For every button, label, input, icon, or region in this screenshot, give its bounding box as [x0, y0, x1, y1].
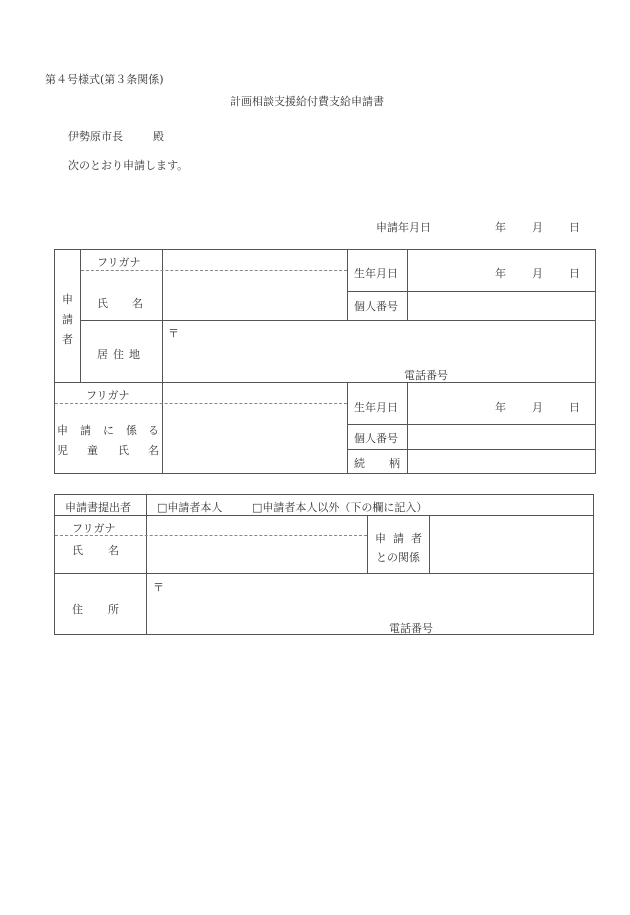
- addressee: 伊勢原市長: [68, 130, 123, 143]
- postal-mark-icon: 〒: [168, 327, 179, 340]
- child-birthdate-label: 生年月日: [354, 401, 398, 414]
- applicant-birth-month: 月: [532, 267, 543, 280]
- child-name-char: 請: [80, 424, 91, 437]
- applicant-personal-number-field[interactable]: [408, 292, 595, 320]
- child-birth-day: 日: [569, 401, 580, 414]
- child-relationship-label-2: 柄: [389, 457, 400, 470]
- submitter-phone-field[interactable]: [437, 615, 593, 634]
- child-furigana-field[interactable]: [163, 383, 347, 403]
- applicant-birth-year: 年: [495, 267, 506, 280]
- relation-label-char-3: 者: [411, 532, 422, 545]
- application-date-label: 申請年月日: [376, 221, 431, 234]
- submitter-furigana-label: フリガナ: [72, 522, 116, 535]
- application-date-year: 年: [495, 221, 506, 234]
- submitter-option-self-checkbox[interactable]: □申請者本人: [157, 501, 223, 514]
- applicant-personal-number-label: 個人番号: [354, 300, 398, 313]
- applicant-phone-field[interactable]: [452, 362, 595, 382]
- submitter-label: 申請書提出者: [65, 501, 131, 514]
- applicant-name-label-1: 氏: [97, 297, 108, 310]
- relation-label-char-2: 請: [393, 532, 404, 545]
- submitter-address-field[interactable]: [147, 574, 593, 614]
- child-name-field[interactable]: [163, 404, 347, 473]
- application-date-month: 月: [532, 221, 543, 234]
- applicant-address-field[interactable]: [163, 321, 595, 361]
- child-personal-number-field[interactable]: [408, 425, 595, 449]
- applicant-birth-day: 日: [569, 267, 580, 280]
- relation-label-char-1: 申: [375, 532, 386, 545]
- child-name-char: る: [148, 424, 159, 437]
- child-name-char: 名: [148, 444, 159, 457]
- submitter-name-label-1: 氏: [72, 544, 83, 557]
- child-birth-month: 月: [532, 401, 543, 414]
- applicant-name-field[interactable]: [163, 271, 347, 320]
- applicant-address-label-3: 地: [129, 348, 140, 361]
- relation-label-line2: との関係: [376, 551, 420, 564]
- applicant-phone-label: 電話番号: [404, 369, 448, 382]
- child-name-char: 童: [87, 444, 98, 457]
- applicant-furigana-label: フリガナ: [97, 256, 141, 269]
- child-name-char: 児: [57, 444, 68, 457]
- submitter-name-label-2: 名: [108, 544, 119, 557]
- intro-text: 次のとおり申請します。: [68, 159, 189, 172]
- applicant-birthdate-label: 生年月日: [354, 267, 398, 280]
- document-title: 計画相談支援給付費支給申請書: [230, 95, 384, 108]
- submitter-option-other-checkbox[interactable]: □申請者本人以外（下の欄に記入）: [252, 501, 428, 514]
- child-furigana-label: フリガナ: [86, 389, 130, 402]
- child-name-char: 氏: [118, 444, 129, 457]
- application-date-day: 日: [569, 221, 580, 234]
- submitter-address-label-2: 所: [108, 603, 119, 616]
- applicant-section-label-2: 請: [62, 313, 73, 326]
- applicant-section-label-3: 者: [62, 333, 73, 346]
- child-relationship-label-1: 続: [354, 457, 365, 470]
- child-relationship-field[interactable]: [408, 450, 595, 473]
- postal-mark-icon: 〒: [153, 581, 164, 594]
- form-number: 第４号様式(第３条関係): [45, 73, 164, 86]
- applicant-section-label-1: 申: [62, 293, 73, 306]
- applicant-furigana-field[interactable]: [163, 250, 347, 270]
- applicant-address-label-2: 住: [113, 348, 124, 361]
- submitter-relation-field[interactable]: [430, 516, 593, 573]
- submitter-address-label-1: 住: [72, 603, 83, 616]
- child-name-char: 申: [57, 424, 68, 437]
- child-name-char: 係: [126, 424, 137, 437]
- child-birth-year: 年: [495, 401, 506, 414]
- submitter-furigana-field[interactable]: [147, 516, 367, 535]
- honorific: 殿: [153, 130, 164, 143]
- applicant-name-label-2: 名: [132, 297, 143, 310]
- submitter-phone-label: 電話番号: [389, 622, 433, 635]
- applicant-address-label-1: 居: [97, 348, 108, 361]
- child-name-char: に: [103, 424, 114, 437]
- submitter-name-field[interactable]: [147, 536, 367, 573]
- child-personal-number-label: 個人番号: [354, 432, 398, 445]
